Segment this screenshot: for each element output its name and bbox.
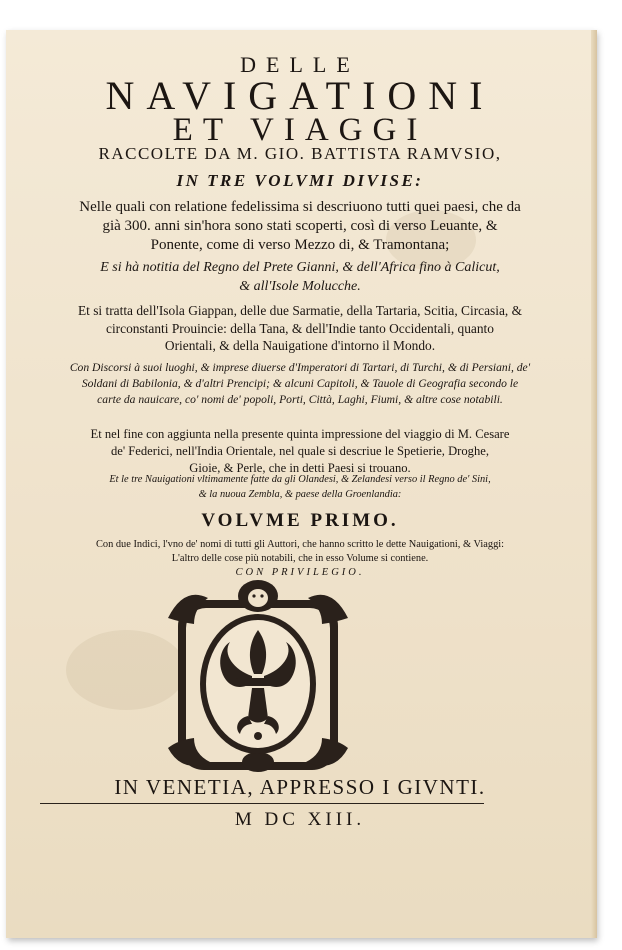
title-line-delle: DELLE — [240, 52, 360, 77]
imprint-rule — [40, 803, 484, 804]
description-paragraph-1: Nelle quali con relatione fedelissima si descriuono tutti quei paesi, che da già 300. anni sin'hora sono stati scoperti, così di verso Leuante, & Ponente, come di verso Mezzo di, & Tramontana; — [79, 199, 521, 253]
description-paragraph-3: Et si tratta dell'Isola Giappan, delle due Sarmatie, della Tartaria, Scitia, Circasia, & circonstanti Prouincie: della Tana, & dell'Indie tanto Occidentali, quanto Orientali, & della Nauigatione d'intorno il Mondo. — [77, 303, 523, 353]
description-paragraph-4: Con Discorsi à suoi luoghi, & imprese diuerse d'Imperatori di Tartari, di Turchi, & di Persiani, de' Soldani di Babilonia, & d'altri Prencipi; & alcuni Capitoli, & Tauole di Geografia secondo le carte da nauicare, co' nomi de' popoli, Porti, Città, Laghi, Fiumi, & altre cose notabili. — [69, 361, 531, 406]
title-line-et-viaggi: ET VIAGGI — [172, 112, 428, 148]
title-line-navigationi: NAVIGATIONI — [105, 73, 495, 118]
description-paragraph-2: E si hà notitia del Regno del Prete Gianni, & dell'Africa fino à Calicut, & all'Isole Molucche. — [100, 260, 500, 294]
description-paragraph-6: Et le tre Nauigationi vltimamente fatte da gli Olandesi, & Zelandesi verso il Regno de' Sini, & la nuoua Zembla, & paese della Groenlandia: — [109, 474, 491, 500]
title-line-compiler: RACCOLTE DA M. GIO. BATTISTA RAMVSIO, — [98, 144, 502, 163]
title-page — [6, 30, 596, 938]
title-line-volumes: IN TRE VOLVMI DIVISE: — [176, 171, 424, 190]
publication-year: M DC XIII. — [234, 809, 366, 830]
volume-heading: VOLVME PRIMO. — [201, 510, 399, 531]
imprint-line: IN VENETIA, APPRESSO I GIVNTI. — [114, 775, 486, 799]
indices-note: Con due Indici, l'vno de' nomi di tutti gli Auttori, che hanno scritto le dette Nauigationi, & Viaggi: L'altro delle cose più notabili, che in esso Volume si contiene. — [95, 539, 505, 564]
privilege-line: CON PRIVILEGIO. — [235, 567, 365, 578]
printers-device-fleur-de-lis-icon — [164, 578, 352, 774]
description-paragraph-5: Et nel fine con aggiunta nella presente quinta impressione del viaggio di M. Cesare de' Federici, nell'India Orientale, nel quale si descriue le Spetierie, Droghe, Gioie, & Perle, che in detti Paesi si trouano. — [90, 427, 510, 475]
